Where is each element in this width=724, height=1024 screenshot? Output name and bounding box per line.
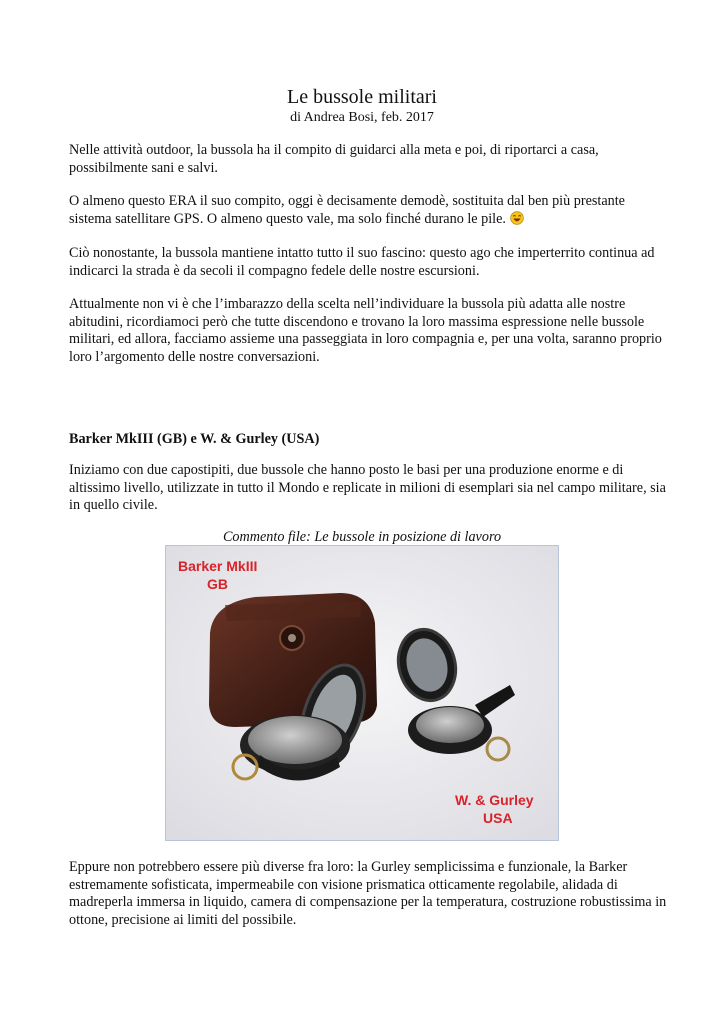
paragraph-scelta xyxy=(69,296,669,366)
paragraph-text: Ciò nonostante, la bussola mantiene intatto tutto il suo fascino: questo ago che imperterrito continua ad indicarci la strada è da secoli il compagno fedele delle nostre escursioni. xyxy=(69,245,655,279)
paragraph-fascino xyxy=(69,245,669,280)
paragraph-gps xyxy=(69,193,669,228)
photo-label-gurley: W. & Gurley xyxy=(455,792,534,808)
photo-label-usa: USA xyxy=(483,810,513,826)
section-heading: Barker MkIII (GB) e W. & Gurley (USA) xyxy=(69,431,320,447)
paragraph-differenze xyxy=(69,859,669,929)
paragraph-intro xyxy=(69,142,669,177)
paragraph-text: Attualmente non vi è che l’imbarazzo della scelta nell’individuare la bussola più adatta alle nostre abitudini, ricordiamoci però che tutte discendono e trovano la loro massima espressione nelle bussole militari, ed allora, facciamo assieme una passeggiata in loro compagnia e, per una volta, saranno proprio loro l’argomento delle nostre conversazioni. xyxy=(69,296,662,365)
paragraph-text: Iniziamo con due capostipiti, due bussole che hanno posto le basi per una produzione enorme e di altissimo livello, utilizzate in tutto il Mondo e replicate in milioni di esemplari sia nel campo militare, sia in quello civile. xyxy=(69,462,666,513)
document-byline: di Andrea Bosi, feb. 2017 xyxy=(290,110,434,125)
paragraph-capostipiti xyxy=(69,462,669,515)
compasses-photo xyxy=(165,545,559,841)
photo-label-gb: GB xyxy=(207,576,228,592)
laughing-face-icon xyxy=(510,211,524,225)
paragraph-text: Eppure non potrebbero essere più diverse fra loro: la Gurley semplicissima e funzionale, la Barker estremamente sofisticata, impermeabile con visione prismatica otticamente regolabile, alidada di madreperla immersa in liquido, camera di compensazione per la temperatura, costruzione robustissima in ottone, precisione ai limiti del possibile. xyxy=(69,859,667,928)
paragraph-text: O almeno questo ERA il suo compito, oggi è decisamente demodè, sostituita dal ben più prestante sistema satellitare GPS. O almeno questo vale, ma solo finché durano le pile. xyxy=(69,193,625,227)
figure-caption: Commento file: Le bussole in posizione di lavoro xyxy=(222,529,502,545)
paragraph-text: Nelle attività outdoor, la bussola ha il compito di guidarci alla meta e poi, di riportarci a casa, possibilmente sani e salvi. xyxy=(69,142,599,176)
photo-label-barker: Barker MkIII xyxy=(178,558,258,574)
document-title: Le bussole militari xyxy=(287,86,437,108)
